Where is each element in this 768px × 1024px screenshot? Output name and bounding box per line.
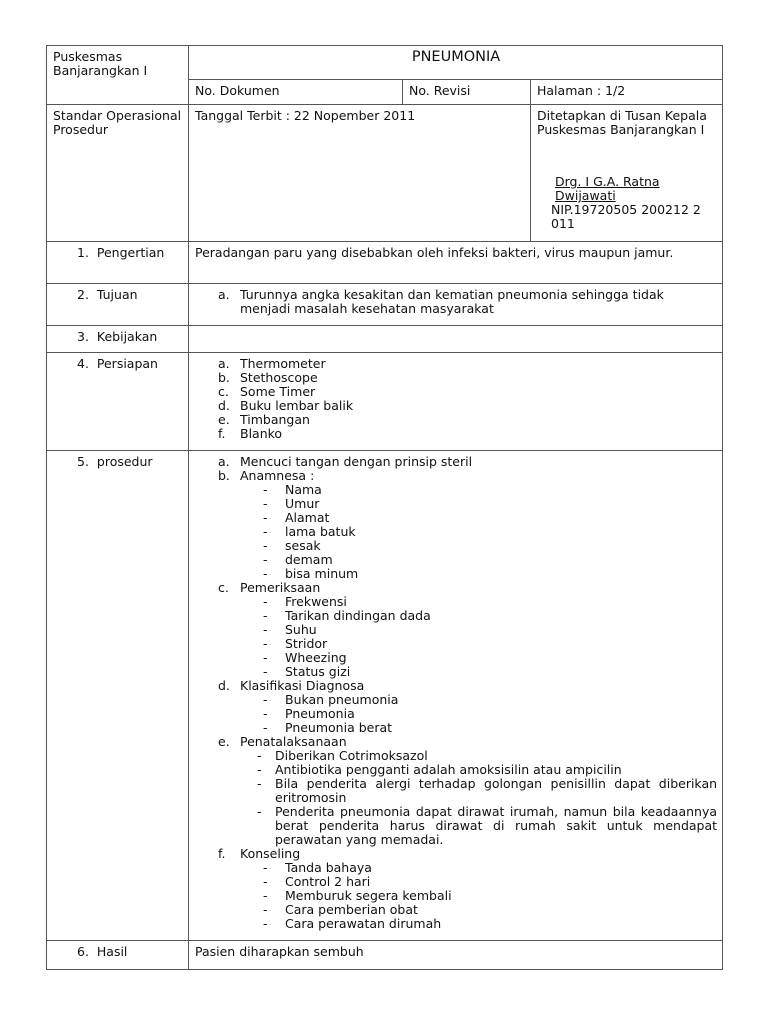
prosedur-list	[189, 451, 723, 941]
list-item: c. Pemeriksaan	[218, 580, 321, 595]
row-pengertian-label	[47, 242, 189, 284]
signatory-nip: NIP.19720505 200212 2 011	[551, 202, 701, 231]
sub-list-item: - Suhu	[263, 622, 317, 637]
sop-table	[46, 45, 723, 970]
persiapan-list	[189, 353, 723, 451]
hasil-text: Pasien diharapkan sembuh	[189, 941, 723, 970]
row-label: Tujuan	[96, 287, 138, 302]
halaman: Halaman : 1/2	[531, 80, 723, 105]
row-prosedur-label	[47, 451, 189, 941]
kebijakan-content	[189, 326, 723, 353]
row-number: 6.	[77, 944, 89, 959]
sub-list-item: - Tarikan dindingan dada	[263, 608, 431, 623]
list-item: a. Thermometer	[218, 356, 326, 371]
ditetapkan-text: Ditetapkan di Tusan Kepala Puskesmas Banjarangkan I	[537, 108, 707, 137]
list-item: d. Klasifikasi Diagnosa	[218, 678, 365, 693]
list-item: b. Stethoscope	[218, 370, 318, 385]
row-tujuan-label	[47, 284, 189, 326]
row-number: 5.	[77, 454, 89, 469]
org-name-cell	[47, 46, 189, 105]
sub-list-item: - sesak	[263, 538, 321, 553]
row-number: 1.	[77, 245, 89, 260]
tanggal-terbit: Tanggal Terbit : 22 Nopember 2011	[189, 105, 531, 242]
row-hasil-label	[47, 941, 189, 970]
no-dokumen: No. Dokumen	[189, 80, 403, 105]
sub-list-item: - Stridor	[263, 636, 328, 651]
list-item: c. Some Timer	[218, 384, 316, 399]
list-item: b. Anamnesa :	[218, 468, 315, 483]
row-label: Hasil	[96, 944, 128, 959]
sub-list-item: - Bila penderita alergi terhadap golongan penisillin dapat diberikan eritromosin	[257, 776, 718, 805]
row-label: Kebijakan	[96, 329, 158, 344]
tujuan-content	[189, 284, 723, 326]
sub-list-item: - Penderita pneumonia dapat dirawat irumah, namun bila keadaannya berat penderita harus dirawat di rumah sakit untuk mendapat perawatan yang memadai.	[257, 804, 718, 847]
ditetapkan-block	[531, 105, 723, 242]
sub-list-item: - Memburuk segera kembali	[263, 888, 452, 903]
sub-list-item: - lama batuk	[263, 524, 356, 539]
sub-list-item: - Alamat	[263, 510, 330, 525]
sub-list-item: - Umur	[263, 496, 320, 511]
sub-list-item: - Cara pemberian obat	[263, 902, 418, 917]
row-label: prosedur	[96, 454, 153, 469]
sub-list-item: - Control 2 hari	[263, 874, 371, 889]
sub-list-item: - Frekwensi	[263, 594, 347, 609]
org-name: Puskesmas Banjarangkan I	[53, 49, 148, 78]
row-number: 3.	[77, 329, 89, 344]
list-item: f. Blanko	[218, 426, 283, 441]
sub-list-item: - Pneumonia	[263, 706, 355, 721]
sub-list-item: - Antibiotika pengganti adalah amoksisilin atau ampicilin	[257, 762, 622, 777]
row-number: 4.	[77, 356, 89, 371]
row-kebijakan-label	[47, 326, 189, 353]
list-item: e. Timbangan	[218, 412, 310, 427]
sub-list-item: - Wheezing	[263, 650, 347, 665]
sub-list-item: - Status gizi	[263, 664, 351, 679]
list-item: e. Penatalaksanaan	[218, 734, 347, 749]
pengertian-text: Peradangan paru yang disebabkan oleh infeksi bakteri, virus maupun jamur.	[189, 242, 723, 284]
no-revisi: No. Revisi	[403, 80, 531, 105]
sub-list-item: - Bukan pneumonia	[263, 692, 399, 707]
signatory-name: Drg. I G.A. Ratna Dwijawati	[555, 174, 660, 203]
sub-list-item: - Pneumonia berat	[263, 720, 393, 735]
sub-list-item: - Cara perawatan dirumah	[263, 916, 442, 931]
row-persiapan-label	[47, 353, 189, 451]
list-item: a. Mencuci tangan dengan prinsip steril	[218, 454, 473, 469]
sub-list-item: - bisa minum	[263, 566, 359, 581]
sub-list-item: - Nama	[263, 482, 322, 497]
list-item: f. Konseling	[218, 846, 301, 861]
document-title: PNEUMONIA	[189, 46, 723, 80]
sub-list-item: - Diberikan Cotrimoksazol	[257, 748, 428, 763]
row-label: Pengertian	[96, 245, 165, 260]
list-item: a. Turunnya angka kesakitan dan kematian pneumonia sehingga tidak menjadi masalah kesehatan masyarakat	[218, 287, 664, 316]
row-label: Persiapan	[96, 356, 158, 371]
row-number: 2.	[77, 287, 89, 302]
list-item: d. Buku lembar balik	[218, 398, 354, 413]
sop-label: Standar Operasional Prosedur	[47, 105, 189, 242]
sub-list-item: - Tanda bahaya	[263, 860, 372, 875]
sub-list-item: - demam	[263, 552, 333, 567]
